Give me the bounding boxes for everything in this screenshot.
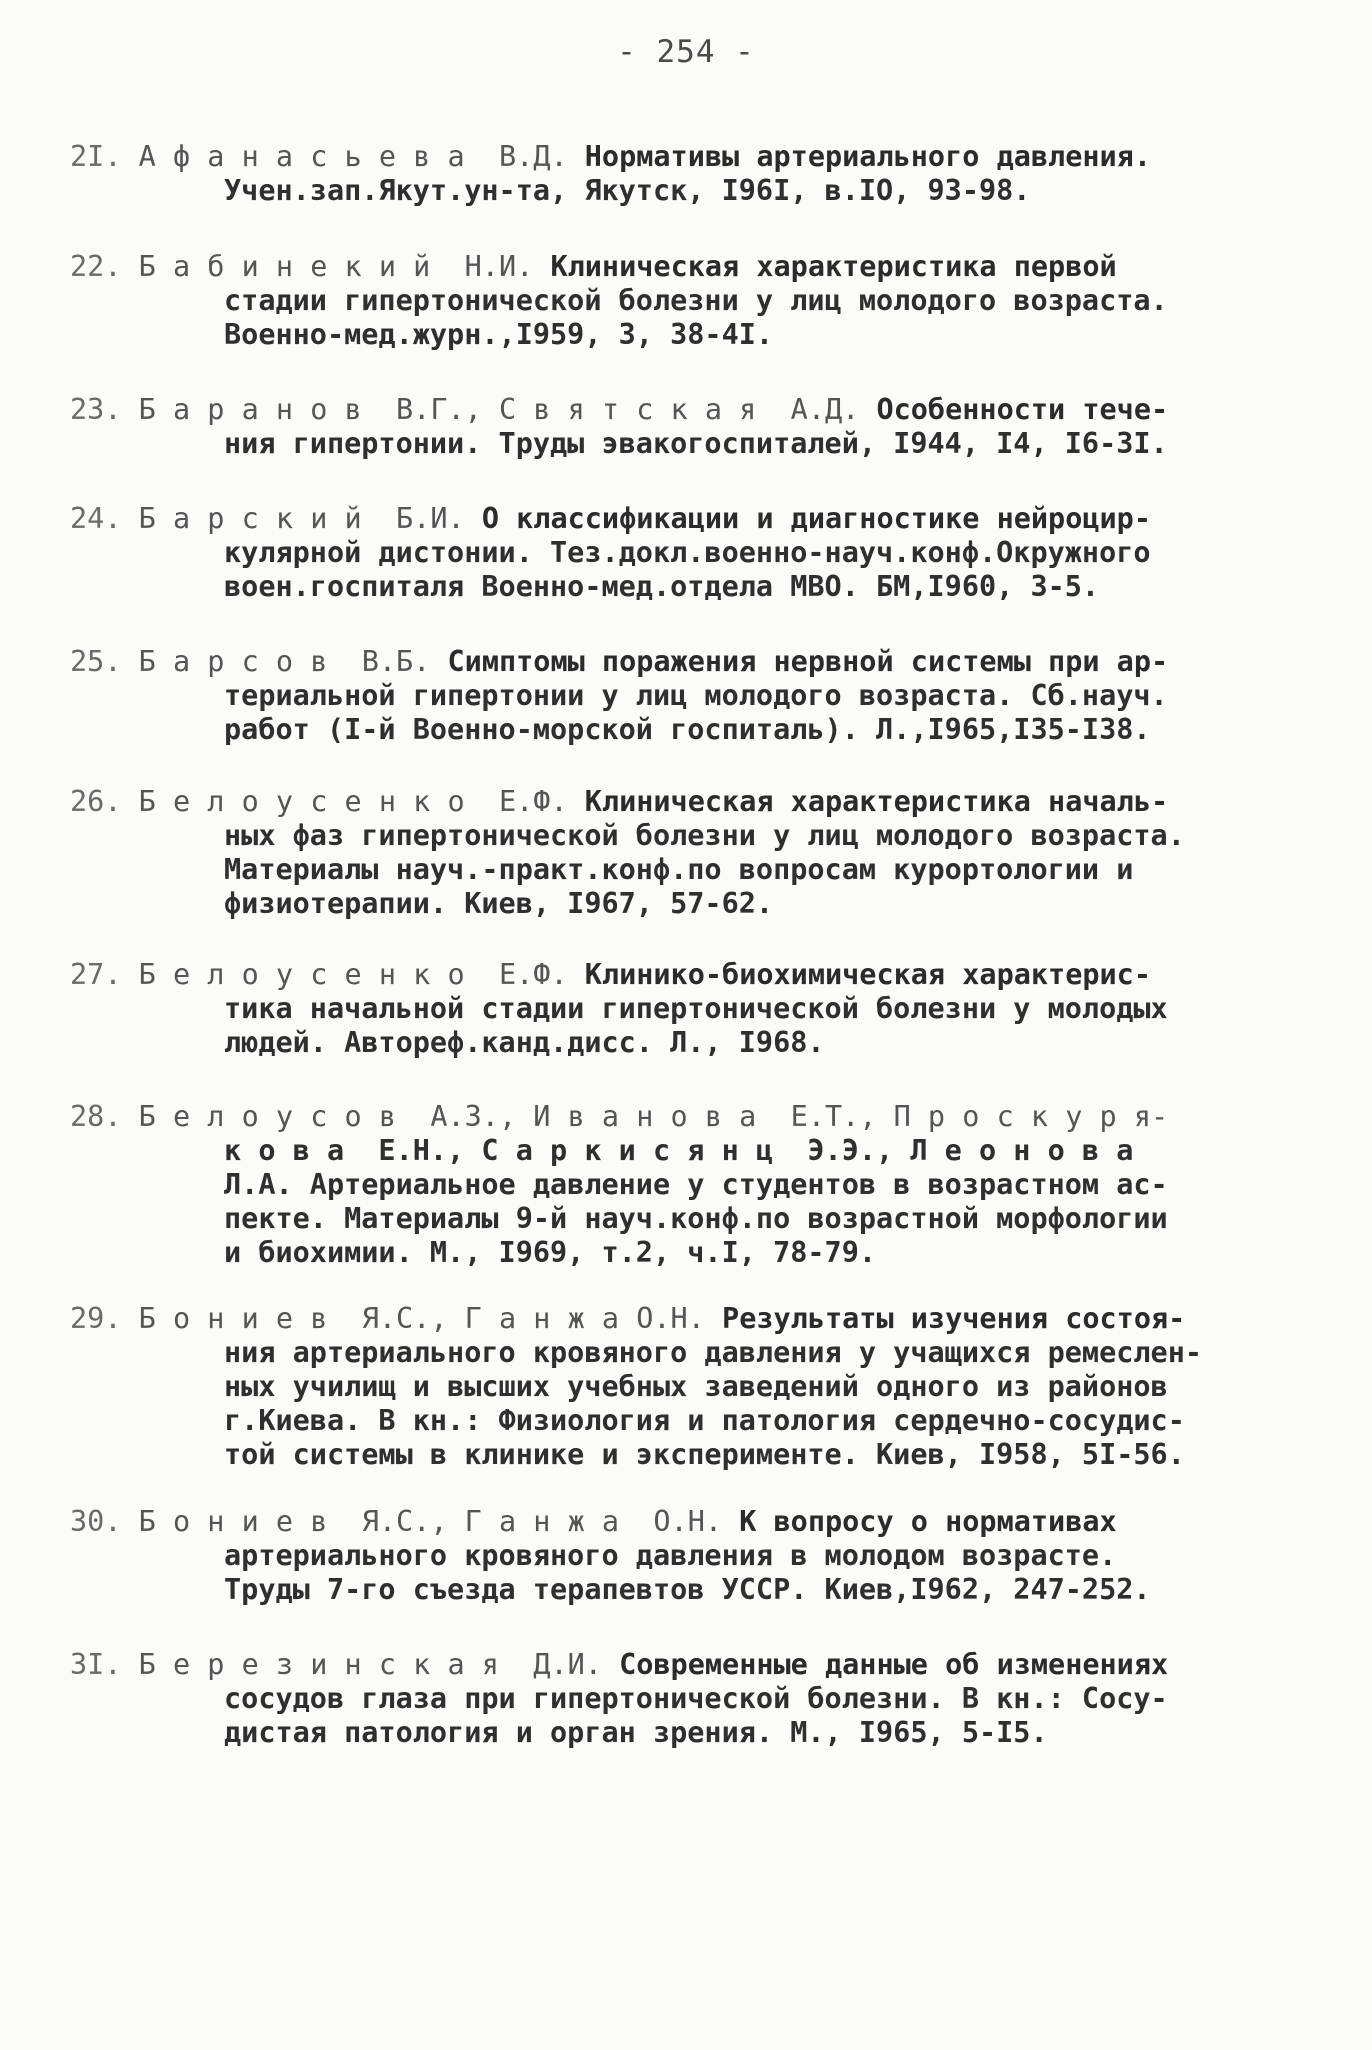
bibliography-entry [70,250,1300,352]
entry-author: Б а р с о в В.Б. [138,645,431,678]
entry-continuation-line: Труды 7-го съезда терапевтов УССР. Киев,I962, 247-252. [224,1573,1151,1606]
entry-number: 28. [70,1100,139,1133]
bibliography-entry [70,1100,1300,1270]
entry-continuation-line: териальной гипертонии у лиц молодого возраста. Сб.науч. [224,679,1168,712]
entry-author: Б е л о у с е н к о Е.Ф. [138,958,568,991]
entry-first-line [70,1302,1300,1336]
entry-title: К вопросу о нормативах [722,1505,1117,1538]
entry-number: 23. [70,393,139,426]
entry-continuation-line: людей. Автореф.канд.дисс. Л., I968. [224,1026,825,1059]
entry-author: Б а р с к и й Б.И. [138,502,465,535]
entry-continuation-line: г.Киева. В кн.: Физиология и патология сердечно-сосудис- [224,1404,1185,1437]
entry-continuation-line: артериального кровяного давления в молодом возрасте. [224,1539,1117,1572]
entry-number: 22. [70,250,139,283]
entry-continuation-line: Военно-мед.журн.,I959, 3, 38-4I. [224,318,774,351]
entry-first-line [70,393,1300,427]
entry-continuation-line: ных фаз гипертонической болезни у лиц молодого возраста. [224,819,1185,852]
entry-title: Особенности тече- [859,393,1169,426]
bibliography-entry [70,645,1300,747]
bibliography-entry [70,393,1300,461]
bibliography-entry [70,502,1300,604]
entry-continuation-line: стадии гипертонической болезни у лиц молодого возраста. [224,284,1168,317]
entry-continuation-line: дистая патология и орган зрения. М., I965, 5-I5. [224,1716,1048,1749]
entry-first-line [70,250,1300,284]
entry-number: 24. [70,502,139,535]
entry-number: 3I. [70,1648,139,1681]
entry-number: 26. [70,785,139,818]
entry-first-line [70,1100,1300,1134]
entry-first-line [70,785,1300,819]
entry-author: Б е р е з и н с к а я Д.И. [138,1648,602,1681]
entry-author: Б о н и е в Я.С., Г а н ж а О.Н. [138,1302,705,1335]
entry-title: Клинико-биохимическая характерис- [567,958,1151,991]
entry-author: Б е л о у с е н к о Е.Ф. [138,785,568,818]
bibliography-entry [70,785,1300,921]
entry-number: 27. [70,958,139,991]
entry-author: А ф а н а с ь е в а В.Д. [138,140,568,173]
entry-title: Клиническая характеристика началь- [567,785,1169,818]
entry-first-line [70,1648,1300,1682]
entry-continuation-line: ния артериального кровяного давления у учащихся ремеслен- [224,1336,1203,1369]
entry-first-line [70,1505,1300,1539]
entry-continuation-line: работ (I-й Военно-морской госпиталь). Л.,I965,I35-I38. [224,713,1151,746]
entry-title: О классификации и диагностике нейроцир- [464,502,1151,535]
entry-continuation-line: воен.госпиталя Военно-мед.отдела МВО. БМ,I960, 3-5. [224,570,1100,603]
entry-number: 2I. [70,140,139,173]
entry-number: 30. [70,1505,139,1538]
bibliography-entry [70,1505,1300,1607]
entry-author: Б а р а н о в В.Г., С в я т с к а я А.Д. [138,393,860,426]
entry-title: Симптомы поражения нервной системы при ар- [430,645,1169,678]
entry-number: 29. [70,1302,139,1335]
entry-continuation-line: Учен.зап.Якут.ун-та, Якутск, I96I, в.IO, 93-98. [224,174,1031,207]
entry-first-line [70,645,1300,679]
entry-continuation-line: Материалы науч.-практ.конф.по вопросам курортологии и [224,853,1134,886]
entry-continuation-line: и биохимии. М., I969, т.2, ч.I, 78-79. [224,1236,877,1269]
entry-title: Современные данные об изменениях [601,1648,1169,1681]
entry-continuation-line: ния гипертонии. Труды эвакогоспиталей, I944, I4, I6-3I. [224,427,1168,460]
bibliography-entry [70,1648,1300,1750]
entry-continuation-line: той системы в клинике и эксперименте. Киев, I958, 5I-56. [224,1438,1185,1471]
entry-author: Б о н и е в Я.С., Г а н ж а О.Н. [138,1505,723,1538]
entry-title: Клиническая характеристика первой [533,250,1117,283]
entry-first-line [70,502,1300,536]
bibliography-entry [70,1302,1300,1472]
entry-continuation-line: к о в а Е.Н., С а р к и с я н ц Э.Э., Л е о н о в а [224,1134,1134,1167]
entry-continuation-line: пекте. Материалы 9-й науч.конф.по возрастной морфологии [224,1202,1168,1235]
entry-continuation-line: Л.А. Артериальное давление у студентов в возрастном ас- [224,1168,1168,1201]
entry-first-line [70,140,1300,174]
entry-first-line [70,958,1300,992]
entry-continuation-line: тика начальной стадии гипертонической болезни у молодых [224,992,1168,1025]
entry-author: Б е л о у с о в А.З., И в а н о в а Е.Т., П р о с к у р я- [138,1100,1169,1133]
entry-title: Результаты изучения состоя- [704,1302,1186,1335]
entry-continuation-line: сосудов глаза при гипертонической болезни. В кн.: Сосу- [224,1682,1168,1715]
entry-number: 25. [70,645,139,678]
bibliography-entry [70,958,1300,1060]
entry-author: Б а б и н е к и й Н.И. [138,250,534,283]
entry-continuation-line: физиотерапии. Киев, I967, 57-62. [224,887,774,920]
bibliography-entry [70,140,1300,208]
entry-continuation-line: куляpной дистонии. Тез.докл.военно-науч.конф.Окружного [224,536,1151,569]
page-number: - 254 - [617,34,755,70]
entry-title: Нормативы артериального давления. [567,140,1151,173]
entry-continuation-line: ных училищ и высших учебных заведений одного из районов [224,1370,1168,1403]
